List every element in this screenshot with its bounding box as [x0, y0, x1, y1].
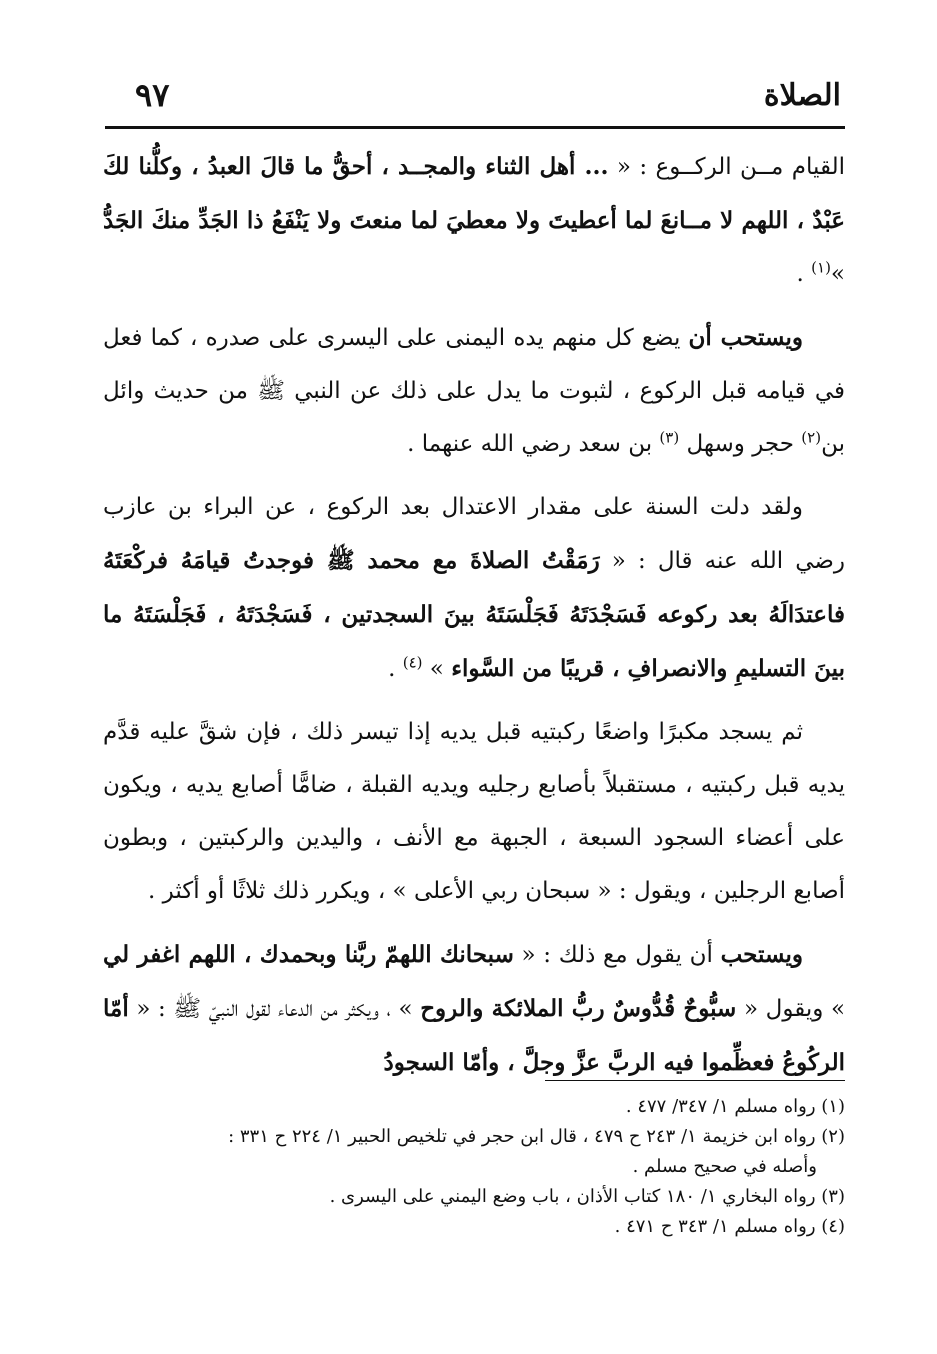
footnote: (٢) رواه ابن خزيمة ١/ ٢٤٣ ح ٤٧٩ ، قال ابن حجر في تلخيص الحبير ١/ ٢٢٤ ح ٣٣١ : [228, 1126, 845, 1147]
text-run: القيام مــن الركــوع : « [608, 154, 845, 180]
quoted-text: ... أهل الثناء والمجــد ، أحقُّ ما قالَ العبدُ ، وكلُّنا لكَ عَبْدٌ ، اللهم لا مــانعَ لما أعطيتَ ولا معطيَ لما منعتَ ولا يَنْفَعُ ذا الجَدِّ منكَ الجَدُّ [103, 153, 845, 234]
body-text [103, 140, 845, 1100]
page-number: ٩٧ [135, 76, 170, 114]
footnote-reference: (٣) [659, 428, 680, 447]
paragraph [103, 706, 845, 918]
text-run: . [388, 656, 403, 682]
footnote-reference: (٤) [402, 653, 423, 672]
chapter-title: الصلاة [763, 78, 841, 113]
footnote-separator [545, 1080, 845, 1081]
paragraph [103, 928, 845, 1090]
footnote: (٤) رواه مسلم ١/ ٣٤٣ ح ٤٧١ . [614, 1216, 845, 1237]
text-run: . [796, 261, 812, 287]
text-run: بن سعد رضي الله عنهما . [407, 431, 660, 457]
footnote: (١) رواه مسلم ١/ ٣٤٧/ ٤٧٧ . [625, 1096, 845, 1117]
paragraph [103, 481, 845, 696]
footnote-continuation: وأصله في صحيح مسلم . [632, 1156, 817, 1177]
quoted-text: ويستحب [720, 941, 803, 968]
paragraph [103, 311, 845, 471]
quoted-text: ويستحب أن [688, 324, 804, 351]
text-run: » ويقول « [736, 996, 846, 1022]
text-run: أن يقول مع ذلك : « [513, 942, 721, 968]
header-rule [105, 126, 845, 129]
footnotes [103, 1092, 845, 1242]
text-run: حجر وسهل [679, 431, 802, 457]
page-header [105, 78, 845, 122]
text-run: » [830, 261, 845, 287]
footnote-reference: (١) [811, 258, 831, 277]
footnote-reference: (٢) [801, 428, 822, 447]
text-run: ولقد دلت السنة على مقدار الاعتدال بعد الركوع ، عن البراء بن عازب رضي الله عنه قال : « [103, 494, 846, 574]
text-run: ثم يسجد مكبرًا واضعًا ركبتيه قبل يديه إذا تيسر ذلك ، فإن شقَّ عليه قدَّم يديه قبل ركبتيه ، مستقبلاً بأصابع رجليه ويديه القبلة ، ضامًّا أصابع يديه ، ويكون على أعضاء السجود السبعة ، الجبهة مع الأنف ، واليدين والركبتين ، وبطون أصابع الرجلين ، ويقول : « سبحان ربي الأعلى » ، ويكرر ذلك ثلاثًا أو أكثر . [103, 719, 845, 904]
text-run: » [422, 656, 452, 682]
quoted-text: أمّا الركُوعُ فعظِّموا فيه الربَّ عزَّ وجلَّ ، وأمّا السجودُ [103, 995, 845, 1076]
paragraph [103, 140, 845, 301]
quoted-text: رَمَقْتُ الصلاةَ مع محمد ﷺ فوجدتُ قيامَهُ فركْعَتَهُ فاعتدَالَهُ بعد ركوعه فَسَجْدَتَهُ فَجَلْسَتَهُ بينَ السجدتين ، فَسَجْدَتَهُ ، فَجَلْسَتَهُ ما بينَ التسليمِ والانصرافِ ، قريبًا من السَّواء [103, 547, 845, 682]
text-run: يضع كل منهم يده اليمنى على اليسرى على صدره ، كما فعل في قيامه قبل الركوع ، لثبوت ما يدل على ذلك عن النبي ﷺ من حديث وائل بن [103, 325, 845, 457]
footnote: (٣) رواه البخاري ١/ ١٨٠ كتاب الأذان ، باب وضع اليمني على اليسرى . [329, 1186, 845, 1207]
text-run: » ، ويكثر من الدعاء لقول النبيّ ﷺ : « [128, 996, 421, 1022]
quoted-text: سبحانك اللهمّ ربَّنا وبحمدك ، اللهم اغفر لي [103, 941, 514, 968]
quoted-text: سبُّوحٌ قُدُّوسٌ ربُّ الملائكة والروح [420, 995, 737, 1022]
